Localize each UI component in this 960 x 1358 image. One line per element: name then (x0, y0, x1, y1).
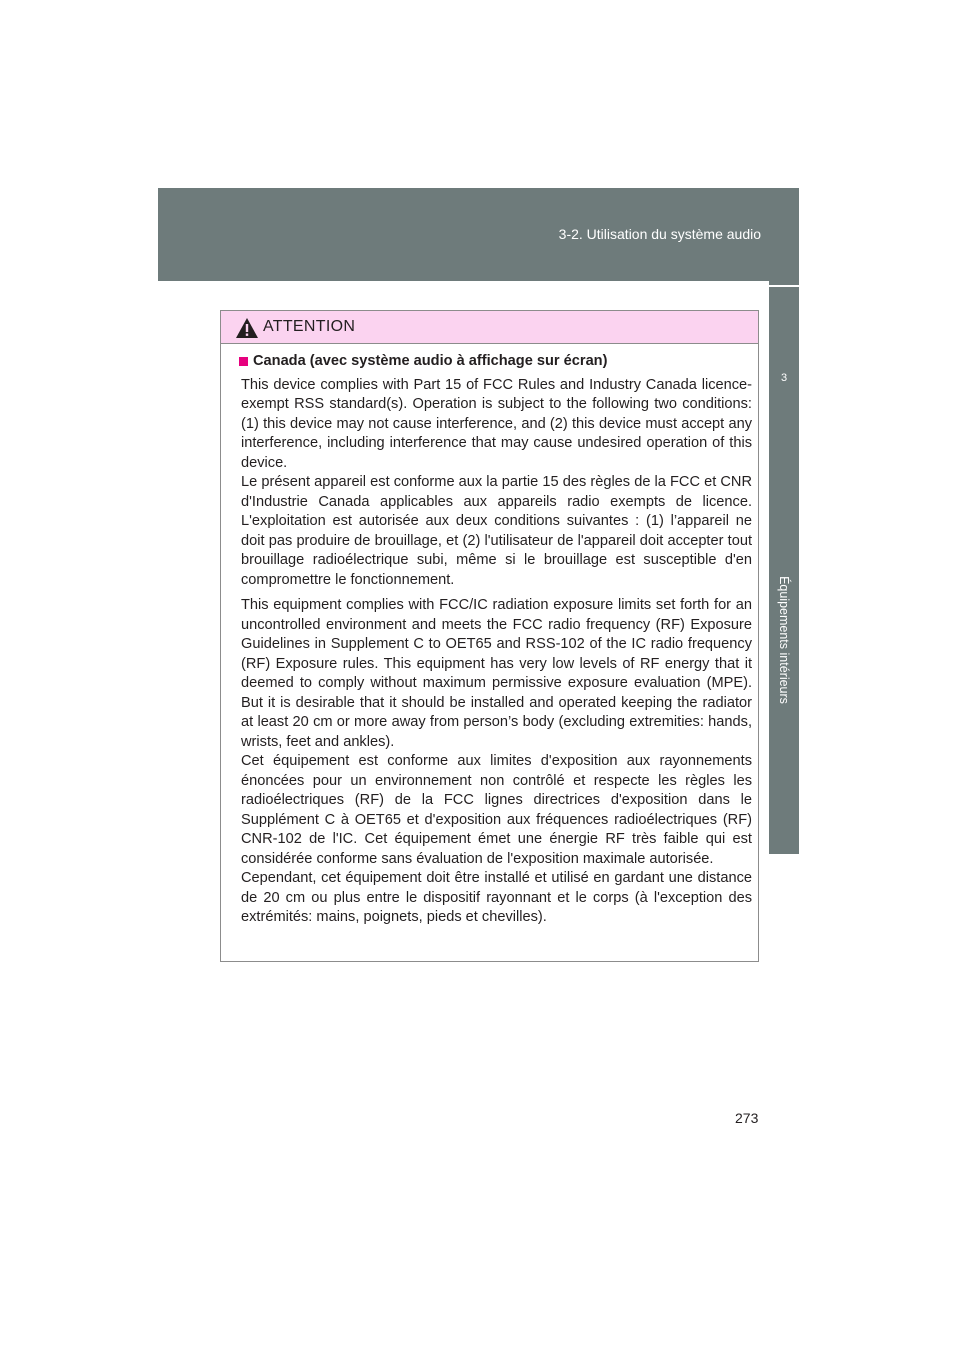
warning-paragraph: Cependant, cet équipement doit être installé et utilisé en gardant une distance de 20 cm ou plus entre le dispositif rayonnant et le corps (à l'exception des extrémités: mains, poignets, pieds et chevilles). (241, 870, 752, 925)
page-number: 273 (735, 1110, 759, 1126)
warning-header (221, 311, 758, 344)
square-bullet-icon (239, 357, 248, 366)
warning-section-title (239, 352, 752, 372)
chapter-tab-top (769, 210, 799, 285)
chapter-label: Équipements intérieurs (777, 576, 791, 704)
warning-paragraph: This equipment complies with FCC/IC radiation exposure limits set forth for an uncontrolled environment and meets the FCC radio frequency (RF) Exposure Guidelines in Supplement C to OET65 and RSS-102 of the IC radio frequency (RF) Exposure rules. This equipment has very low levels of RF energy that it deemed to comply without maximum permissive exposure evaluation (MPE). But it is desirable that it should be installed and operated keeping the radiator at least 20 cm or more away from person’s body (excluding extremities: hands, wrists, feet and ankles). (241, 597, 752, 750)
warning-triangle-icon (235, 317, 259, 339)
warning-body (221, 344, 758, 928)
warning-box (220, 310, 759, 962)
warning-title: ATTENTION (263, 318, 356, 335)
chapter-number: 3 (780, 372, 788, 384)
warning-paragraph: Le présent appareil est conforme aux la partie 15 des règles de la FCC et CNR d'Industrie Canada applicables aux appareils radio exempts de licence. L'exploitation est autorisée aux deux conditions suivantes : (1) l’appareil ne doit pas produire de brouillage, et (2) l'utilisateur de l'appareil doit accepter tout brouillage radioélectrique subi, même si le brouillage est susceptible d'en compromettre le fonctionnement. (241, 474, 752, 588)
warning-section-title-text: Canada (avec système audio à affichage sur écran) (253, 353, 608, 369)
warning-paragraph: This device complies with Part 15 of FCC Rules and Industry Canada licence-exempt RSS standard(s). Operation is subject to the following two conditions: (1) this device may not cause interference, and (2) this device must accept any interference, including interference that may cause undesired operation of this device. (241, 376, 752, 471)
section-header-bar (158, 188, 799, 281)
warning-paragraph: Cet équipement est conforme aux limites d'exposition aux rayonnements énoncées pour un environnement non contrôlé et respecte les règles les radioélectriques (RF) de la FCC lignes directrices d'exposition dans le Supplément C à OET65 et d'exposition aux fréquences radioélectriques (RF) CNR-102 de l'IC. Cet équipement émet une énergie RF très faible qui est considérée conforme sans évaluation de l'exposition maximale autorisée. (241, 753, 752, 867)
section-title: 3-2. Utilisation du système audio (558, 226, 761, 242)
